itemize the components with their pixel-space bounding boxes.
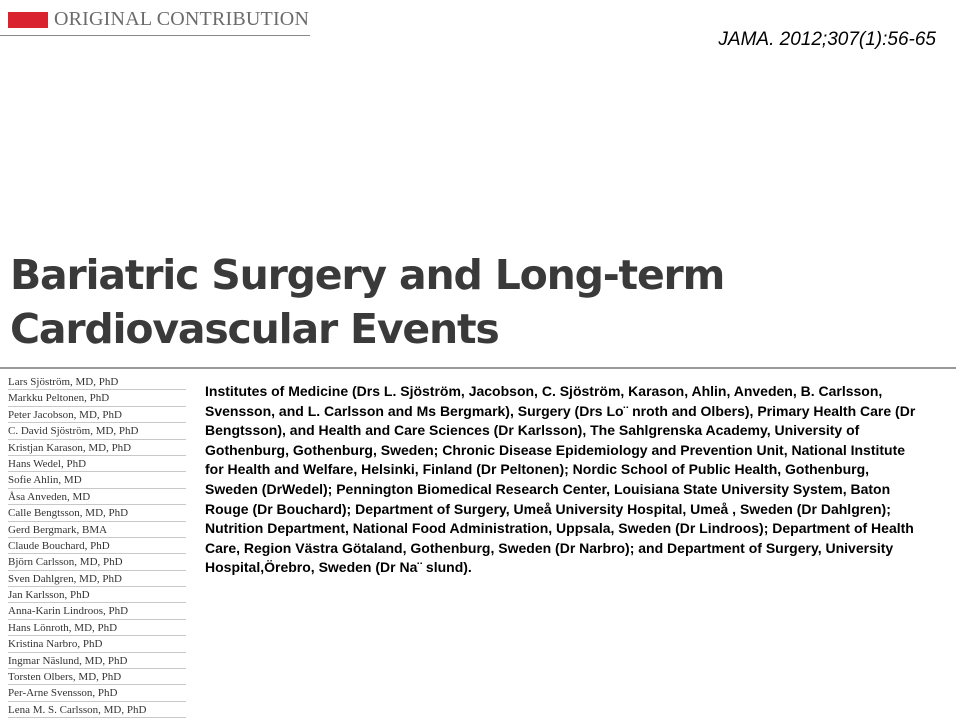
article-title	[10, 248, 725, 356]
author-name: C. David Sjöström, MD, PhD	[8, 423, 186, 439]
author-name: Björn Carlsson, MD, PhD	[8, 554, 186, 570]
author-name: Sven Dahlgren, MD, PhD	[8, 571, 186, 587]
author-name: Torsten Olbers, MD, PhD	[8, 669, 186, 685]
journal-citation: JAMA. 2012;307(1):56-65	[718, 29, 936, 50]
author-name: Kristina Narbro, PhD	[8, 636, 186, 652]
author-name: Gerd Bergmark, BMA	[8, 522, 186, 538]
author-name: Lena M. S. Carlsson, MD, PhD	[8, 702, 186, 718]
title-divider	[0, 367, 956, 369]
author-name: Jan Karlsson, PhD	[8, 587, 186, 603]
author-name: Markku Peltonen, PhD	[8, 390, 186, 406]
author-name: Lars Sjöström, MD, PhD	[8, 374, 186, 390]
author-name: Anna-Karin Lindroos, PhD	[8, 603, 186, 619]
author-name: Per-Arne Svensson, PhD	[8, 685, 186, 701]
author-name: Ingmar Näslund, MD, PhD	[8, 653, 186, 669]
author-name: Claude Bouchard, PhD	[8, 538, 186, 554]
author-name: Kristjan Karason, MD, PhD	[8, 440, 186, 456]
author-affiliations: Institutes of Medicine (Drs L. Sjöström, Jacobson, C. Sjöström, Karason, Ahlin, Anveden, B. Carlsson, Svensson, and L. Carlsson and Ms Bergmark), Surgery (Drs Lo¨ nroth and Olbers), Primary Health Care (Dr Bengtsson), and Health and Care Sciences (Dr Karlsson), The Sahlgrenska Academy, University of Gothenburg, Gothenburg, Sweden; Chronic Disease Epidemiology and Prevention Unit, National Institute for Health and Welfare, Helsinki, Finland (Dr Peltonen); Nordic School of Public Health, Gothenburg, Sweden (DrWedel); Pennington Biomedical Research Center, Louisiana State University System, Baton Rouge (Dr Bouchard); Department of Surgery, Umeå University Hospital, Umeå , Sweden (Dr Dahlgren); Nutrition Department, National Food Administration, Uppsala, Sweden (Dr Lindroos); Department of Health Care, Region Västra Götaland, Gothenburg, Sweden (Dr Narbro); and Department of Surgery, University Hospital,Örebro, Sweden (Dr Na¨ slund).	[205, 383, 916, 576]
header-divider	[0, 35, 310, 36]
author-name: Sofie Ahlin, MD	[8, 472, 186, 488]
author-name: Peter Jacobson, MD, PhD	[8, 407, 186, 423]
section-label: ORIGINAL CONTRIBUTION	[54, 8, 310, 30]
article-title-line-1: Bariatric Surgery and Long-term	[10, 251, 725, 299]
author-name: Hans Wedel, PhD	[8, 456, 186, 472]
author-name: Hans Lönroth, MD, PhD	[8, 620, 186, 636]
author-list	[8, 374, 186, 718]
author-name: Calle Bengtsson, MD, PhD	[8, 505, 186, 521]
article-title-line-2: Cardiovascular Events	[10, 305, 499, 353]
section-color-bar	[8, 12, 48, 28]
author-name: Åsa Anveden, MD	[8, 489, 186, 505]
